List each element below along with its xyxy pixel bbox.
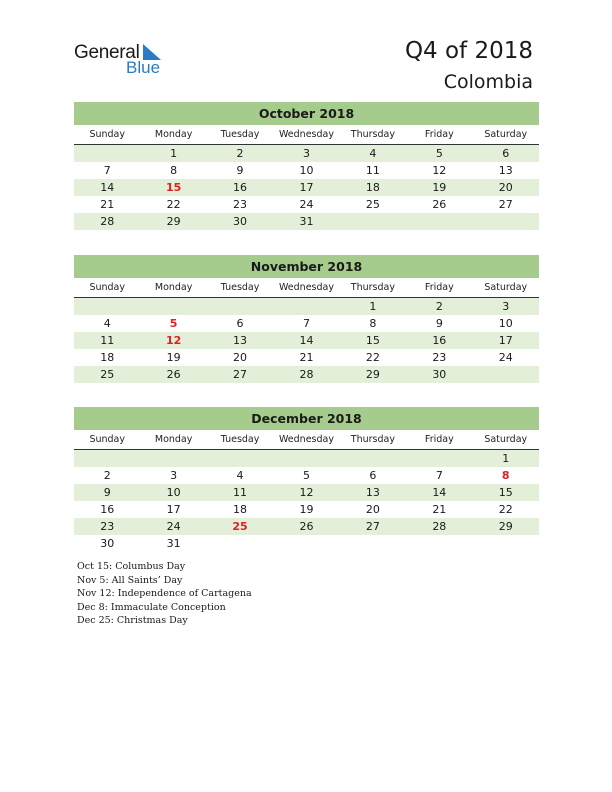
day-cell xyxy=(406,450,472,467)
weekday-header-row xyxy=(74,125,539,145)
day-cell: 4 xyxy=(236,469,244,482)
day-cell: 10 xyxy=(166,486,181,499)
day-cell xyxy=(140,450,206,467)
week-row xyxy=(74,484,539,501)
day-cell: 26 xyxy=(299,520,314,533)
day-cell: 27 xyxy=(233,368,248,381)
day-cell: 2 xyxy=(103,469,111,482)
day-cell xyxy=(74,145,140,162)
week-row xyxy=(74,501,539,518)
logo-general-text: General xyxy=(74,42,140,63)
day-cell xyxy=(273,535,339,552)
month-october xyxy=(74,102,539,230)
day-cell: 10 xyxy=(498,317,513,330)
day-cell xyxy=(74,450,140,467)
weekday-label: Sunday xyxy=(89,282,125,293)
day-cell: 19 xyxy=(166,351,181,364)
day-cell xyxy=(207,298,273,315)
weekday-label: Thursday xyxy=(350,129,395,140)
day-cell: 1 xyxy=(502,452,510,465)
holiday-note: Nov 5: All Saints’ Day xyxy=(77,574,183,586)
day-cell xyxy=(340,450,406,467)
day-cell: 27 xyxy=(365,520,380,533)
day-cell: 22 xyxy=(166,198,181,211)
day-cell: 25 xyxy=(100,368,115,381)
day-cell: 13 xyxy=(365,486,380,499)
day-cell: 5 xyxy=(435,147,443,160)
day-cell xyxy=(473,535,539,552)
day-cell: 3 xyxy=(170,469,178,482)
day-cell: 18 xyxy=(365,181,380,194)
day-cell xyxy=(74,298,140,315)
day-cell: 1 xyxy=(369,300,377,313)
day-cell: 30 xyxy=(432,368,447,381)
day-cell xyxy=(207,450,273,467)
day-cell: 22 xyxy=(365,351,380,364)
day-cell: 11 xyxy=(365,164,380,177)
month-header: October 2018 xyxy=(74,102,539,125)
month-november xyxy=(74,255,539,383)
day-cell: 17 xyxy=(498,334,513,347)
day-cell xyxy=(406,213,472,230)
weekday-label: Friday xyxy=(424,282,454,293)
week-row xyxy=(74,179,539,196)
day-cell: 18 xyxy=(100,351,115,364)
month-header: November 2018 xyxy=(74,255,539,278)
day-cell: 13 xyxy=(233,334,248,347)
day-cell: 9 xyxy=(103,486,111,499)
day-cell: 15 xyxy=(498,486,513,499)
day-cell xyxy=(340,535,406,552)
holiday-day-cell: 12 xyxy=(165,334,182,347)
day-cell: 17 xyxy=(299,181,314,194)
weekday-label: Friday xyxy=(424,129,454,140)
week-row xyxy=(74,315,539,332)
day-cell: 24 xyxy=(299,198,314,211)
day-cell: 12 xyxy=(299,486,314,499)
day-cell: 13 xyxy=(498,164,513,177)
day-cell: 4 xyxy=(369,147,377,160)
day-cell xyxy=(207,535,273,552)
weekday-label: Thursday xyxy=(350,282,395,293)
day-cell: 18 xyxy=(233,503,248,516)
week-row xyxy=(74,196,539,213)
week-row xyxy=(74,162,539,179)
day-cell: 16 xyxy=(432,334,447,347)
day-cell: 26 xyxy=(166,368,181,381)
day-cell: 15 xyxy=(365,334,380,347)
day-cell: 25 xyxy=(365,198,380,211)
week-row xyxy=(74,366,539,383)
weekday-label: Wednesday xyxy=(278,434,334,445)
day-cell: 2 xyxy=(236,147,244,160)
day-cell: 11 xyxy=(100,334,115,347)
day-cell: 29 xyxy=(365,368,380,381)
day-cell: 3 xyxy=(302,147,310,160)
week-row xyxy=(74,467,539,484)
day-cell: 6 xyxy=(502,147,510,160)
holiday-notes xyxy=(77,560,252,628)
logo-blue-text: Blue xyxy=(126,58,161,77)
day-cell: 17 xyxy=(166,503,181,516)
day-cell: 14 xyxy=(432,486,447,499)
day-cell: 3 xyxy=(502,300,510,313)
day-cell: 23 xyxy=(432,351,447,364)
day-cell: 16 xyxy=(100,503,115,516)
day-cell: 9 xyxy=(236,164,244,177)
day-cell: 31 xyxy=(299,215,314,228)
week-row xyxy=(74,518,539,535)
weekday-label: Monday xyxy=(154,129,193,140)
day-cell: 12 xyxy=(432,164,447,177)
week-row xyxy=(74,298,539,315)
weekday-header-row xyxy=(74,278,539,298)
page-title: Q4 of 2018 xyxy=(404,38,533,64)
day-cell: 2 xyxy=(435,300,443,313)
day-cell: 14 xyxy=(100,181,115,194)
month-december xyxy=(74,407,539,552)
weekday-label: Tuesday xyxy=(220,282,260,293)
month-header: December 2018 xyxy=(74,407,539,430)
day-cell: 8 xyxy=(369,317,377,330)
weekday-label: Monday xyxy=(154,434,193,445)
day-cell: 14 xyxy=(299,334,314,347)
day-cell: 24 xyxy=(498,351,513,364)
weekday-label: Friday xyxy=(424,434,454,445)
weekday-header-row xyxy=(74,430,539,450)
day-cell: 5 xyxy=(302,469,310,482)
day-cell: 6 xyxy=(236,317,244,330)
weekday-label: Thursday xyxy=(350,434,395,445)
week-row xyxy=(74,332,539,349)
day-cell: 19 xyxy=(432,181,447,194)
day-cell: 20 xyxy=(365,503,380,516)
day-cell: 27 xyxy=(498,198,513,211)
week-row xyxy=(74,213,539,230)
day-cell: 22 xyxy=(498,503,513,516)
day-cell: 28 xyxy=(432,520,447,533)
holiday-day-cell: 15 xyxy=(165,181,182,194)
day-cell xyxy=(340,213,406,230)
day-cell xyxy=(140,298,206,315)
day-cell: 31 xyxy=(166,537,181,550)
holiday-note: Oct 15: Columbus Day xyxy=(77,561,186,572)
day-cell: 9 xyxy=(435,317,443,330)
day-cell: 11 xyxy=(233,486,248,499)
weekday-label: Monday xyxy=(154,282,193,293)
day-cell: 4 xyxy=(103,317,111,330)
holiday-note: Dec 25: Christmas Day xyxy=(77,615,188,627)
holiday-note: Dec 8: Immaculate Conception xyxy=(77,601,226,613)
week-row xyxy=(74,349,539,366)
weekday-label: Wednesday xyxy=(278,129,334,140)
weekday-label: Saturday xyxy=(484,282,528,293)
day-cell xyxy=(406,535,472,552)
day-cell: 6 xyxy=(369,469,377,482)
weekday-label: Sunday xyxy=(89,434,125,445)
logo xyxy=(74,42,174,78)
day-cell: 16 xyxy=(233,181,248,194)
weekday-label: Saturday xyxy=(484,434,528,445)
holiday-day-cell: 25 xyxy=(232,520,248,533)
day-cell xyxy=(473,213,539,230)
day-cell: 20 xyxy=(233,351,248,364)
day-cell: 10 xyxy=(299,164,314,177)
day-cell: 28 xyxy=(100,215,115,228)
weekday-label: Saturday xyxy=(484,129,528,140)
day-cell: 23 xyxy=(100,520,115,533)
day-cell: 21 xyxy=(432,503,447,516)
day-cell: 29 xyxy=(498,520,513,533)
day-cell: 7 xyxy=(435,469,443,482)
weekday-label: Tuesday xyxy=(220,434,260,445)
holiday-day-cell: 8 xyxy=(501,469,510,482)
day-cell: 7 xyxy=(103,164,111,177)
week-row xyxy=(74,535,539,552)
week-row xyxy=(74,145,539,162)
day-cell: 20 xyxy=(498,181,513,194)
day-cell: 21 xyxy=(100,198,115,211)
week-row xyxy=(74,450,539,467)
day-cell xyxy=(273,298,339,315)
day-cell: 29 xyxy=(166,215,181,228)
day-cell: 30 xyxy=(233,215,248,228)
day-cell: 1 xyxy=(170,147,178,160)
weekday-label: Wednesday xyxy=(278,282,334,293)
holiday-note: Nov 12: Independence of Cartagena xyxy=(77,588,252,600)
weekday-label: Tuesday xyxy=(220,129,260,140)
day-cell: 21 xyxy=(299,351,314,364)
day-cell xyxy=(473,366,539,383)
day-cell: 26 xyxy=(432,198,447,211)
day-cell: 23 xyxy=(233,198,248,211)
day-cell xyxy=(273,450,339,467)
day-cell: 28 xyxy=(299,368,314,381)
day-cell: 7 xyxy=(302,317,310,330)
day-cell: 19 xyxy=(299,503,314,516)
country-name: Colombia xyxy=(443,71,533,93)
day-cell: 30 xyxy=(100,537,115,550)
day-cell: 8 xyxy=(170,164,178,177)
holiday-day-cell: 5 xyxy=(169,317,178,330)
day-cell: 24 xyxy=(166,520,181,533)
weekday-label: Sunday xyxy=(89,129,125,140)
